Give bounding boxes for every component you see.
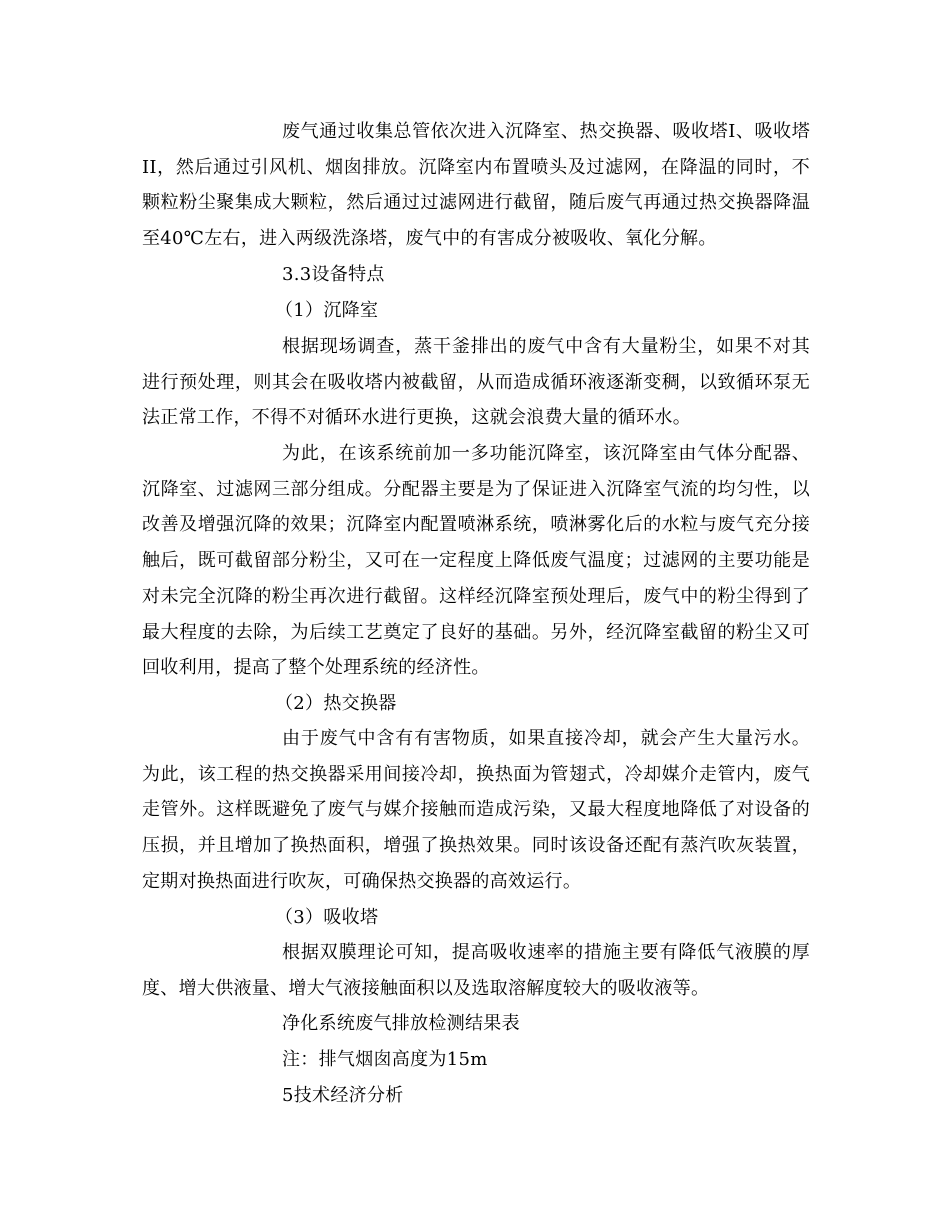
table-note: 注：排气烟囱高度为15m	[282, 1049, 488, 1070]
table-caption: 净化系统废气排放检测结果表	[282, 1013, 520, 1034]
paragraph-site-investigation: 根据现场调查，蒸干釜排出的废气中含有大量粉尘，如果不对其进行预处理，则其会在吸收塔内被截留，从而造成循环液逐渐变稠，以致循环泵无法正常工作，不得不对循环水进行更换，这就会浪费大量的循环水。	[142, 336, 810, 429]
paragraph-settling-chamber-design: 为此，在该系统前加一多功能沉降室，该沉降室由气体分配器、沉降室、过滤网三部分组成。分配器主要是为了保证进入沉降室气流的均匀性，以改善及增强沉降的效果；沉降室内配置喷淋系统，喷淋雾化后的水粒与废气充分接触后，既可截留部分粉尘，又可在一定程度上降低废气温度；过滤网的主要功能是对未完全沉降的粉尘再次进行截留。这样经沉降室预处理后，废气中的粉尘得到了最大程度的去除，为后续工艺奠定了良好的基础。另外，经沉降室截留的粉尘又可回收利用，提高了整个处理系统的经济性。	[142, 443, 810, 679]
paragraph-absorption-tower: 根据双膜理论可知，提高吸收速率的措施主要有降低气液膜的厚度、增大供液量、增大气液接触面积以及选取溶解度较大的吸收液等。	[142, 942, 810, 999]
section-heading-3-3: 3.3设备特点	[282, 264, 385, 285]
paragraph-exhaust-flow: 废气通过收集总管依次进入沉降室、热交换器、吸收塔I、吸收塔II，然后通过引风机、烟囱排放。沉降室内布置喷头及过滤网，在降温的同时，不颗粒粉尘聚集成大颗粒，然后通过过滤网进行截留，随后废气再通过热交换器降温至40℃左右，进入两级洗涤塔，废气中的有害成分被吸收、氧化分解。	[142, 121, 810, 250]
section-heading-5: 5技术经济分析	[282, 1085, 404, 1106]
subheading-absorption-tower: （3）吸收塔	[275, 907, 379, 928]
paragraph-heat-exchanger: 由于废气中含有有害物质，如果直接冷却，就会产生大量污水。为此，该工程的热交换器采用间接冷却，换热面为管翅式，冷却媒介走管内，废气走管外。这样既避免了废气与媒介接触而造成污染，又最大程度地降低了对设备的压损，并且增加了换热面积，增强了换热效果。同时该设备还配有蒸汽吹灰装置，定期对换热面进行吹灰，可确保热交换器的高效运行。	[142, 728, 810, 892]
subheading-heat-exchanger: （2）热交换器	[275, 693, 397, 714]
subheading-settling-chamber: （1）沉降室	[275, 300, 379, 321]
